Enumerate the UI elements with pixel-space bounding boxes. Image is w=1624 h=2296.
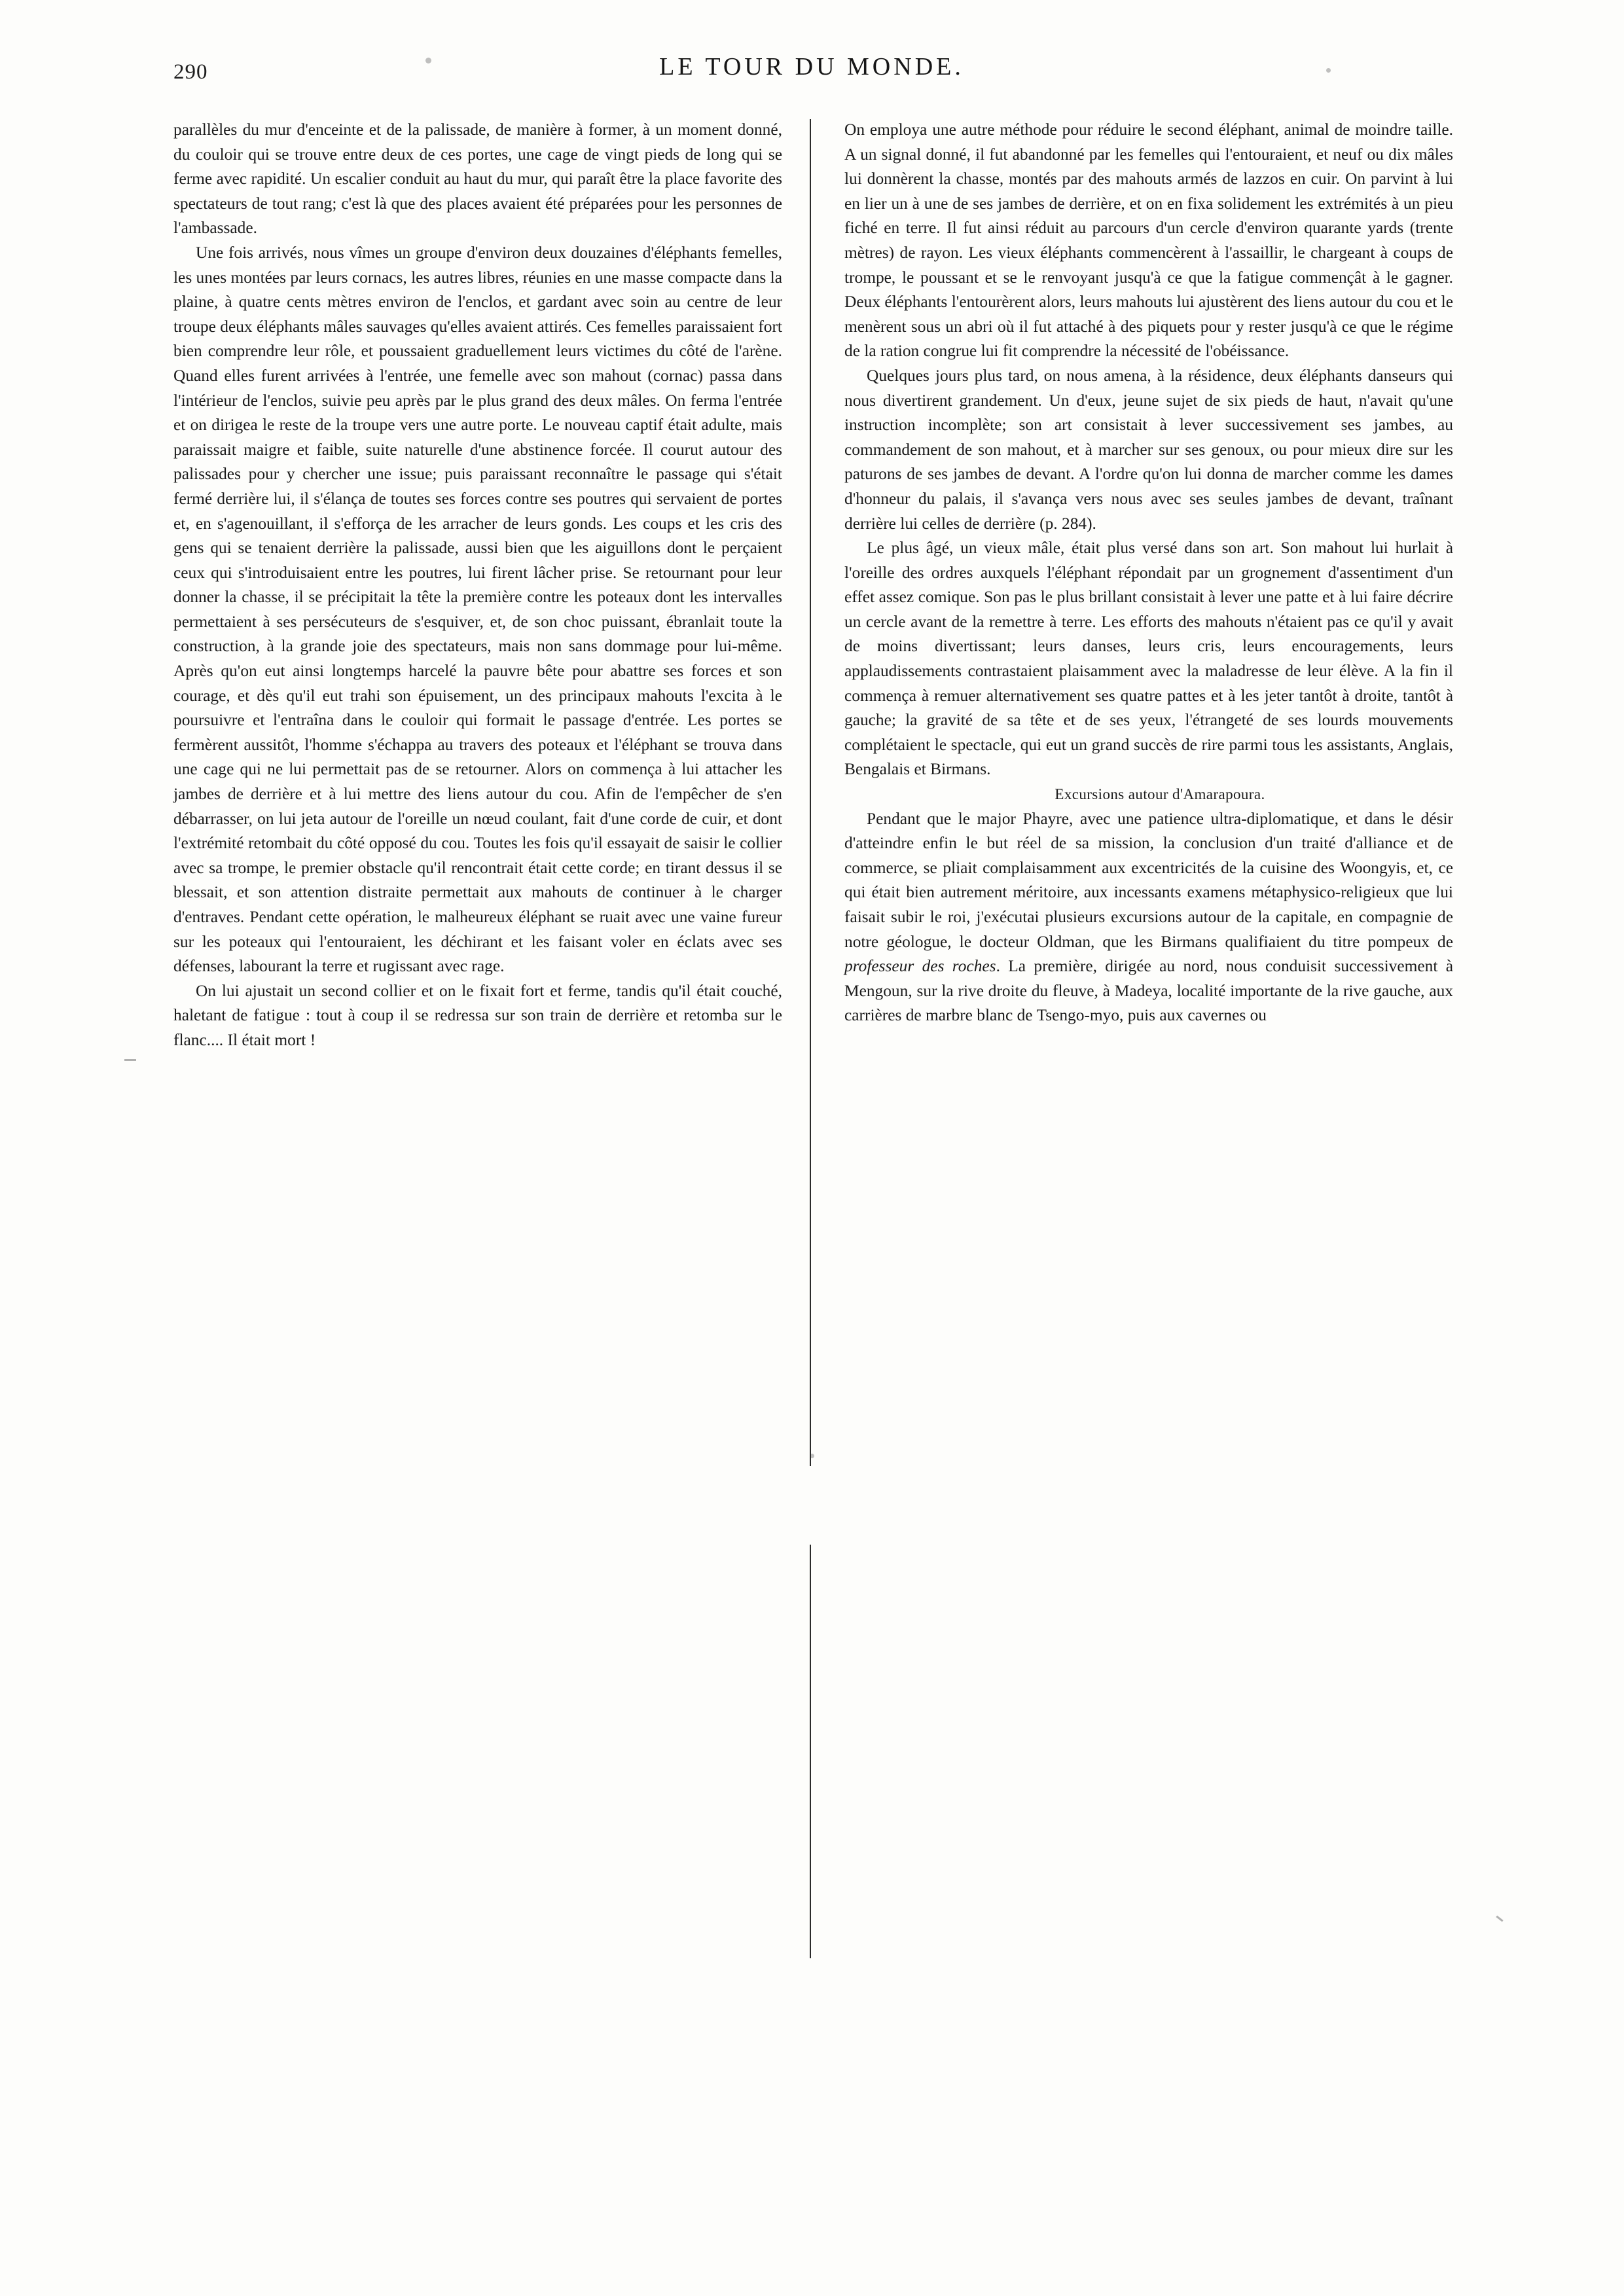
- scan-tick: [124, 1059, 136, 1061]
- paragraph: Une fois arrivés, nous vîmes un groupe d'environ deux douzaines d'éléphants femelles, les unes montées par leurs cornacs, les autres libres, réunies en une masse compacte dans la plaine, à quatre cents mètres environ de l'enclos, et gardant avec soin au centre de leur troupe deux éléphants mâles sauvages qu'elles avaient attirés. Ces femelles paraissaient fort bien comprendre leur rôle, et poussaient graduellement leurs victimes du côté de l'arène. Quand elles furent arrivées à l'entrée, une femelle avec son mahout (cornac) passa dans l'intérieur de l'enclos, suivie peu après par le plus grand des deux mâles. On ferma l'entrée et on dirigea le reste de la troupe vers une autre porte. Le nouveau captif était adulte, mais paraissait maigre et faible, suite naturelle d'une abstinence forcée. Il courut autour des palissades pour y chercher une issue; puis paraissant reconnaître le passage qui s'était fermé derrière lui, il s'élança de toutes ses forces contre ses poutres qui servaient de portes et, en s'agenouillant, il s'efforça de les arracher de leurs gonds. Les coups et les cris des gens qui se tenaient derrière la palissade, aussi bien que les aiguillons dont le perçaient ceux qui s'introduisaient entre les poutres, lui firent lâcher prise. Se retournant pour leur donner la chasse, il se précipitait la tête la première contre les poteaux dont les intervalles permettaient à ses persécuteurs de s'esquiver, et, de son choc puissant, ébranlait toute la construction, à la grande joie des spectateurs, mais non sans dommage pour lui-même. Après qu'on eut ainsi longtemps harcelé la pauvre bête pour abattre ses forces et son courage, et dès qu'il eut trahi son épuisement, un des principaux mahouts l'excita à le poursuivre et l'entraîna dans le couloir qui formait le passage d'entrée. Les portes se fermèrent aussitôt, l'homme s'échappa au travers des poteaux et l'éléphant se trouva dans une cage qui ne lui permettait pas de se retourner. Alors on commença à lui attacher les jambes de derrière et à lui mettre des liens autour du cou. Afin de l'empêcher de s'en débarrasser, on lui jeta autour de l'oreille un nœud coulant, fait d'une corde de cuir, et dont l'extrémité retombait du côté opposé du cou. Toutes les fois qu'il essayait de saisir le collier avec sa trompe, le premier obstacle qu'il rencontrait était cette corde; en tirant dessus il se blessait, et son attention distraite permettait aux mahouts de continuer à le charger d'entraves. Pendant cette opération, le malheureux éléphant se ruait avec une vaine fureur sur les poteaux qui l'entouraient, les déchirant et les faisant voler en éclats avec ses défenses, labourant la terre et rugissant avec rage.: [173, 243, 782, 976]
- paragraph: [844, 807, 1453, 1028]
- page-header: [173, 52, 1450, 92]
- body-columns: [173, 118, 1453, 1970]
- paragraph-text-part-1: Pendant que le major Phayre, avec une patience ultra-diplomatique, et dans le désir d'atteindre enfin le but réel de sa mission, la conclusion d'un traité d'alliance et de commerce, se pliait complaisamment aux excentricités de la cuisine des Woongyis, et, ce qui était bien autrement méritoire, aux incessants examens métaphysico-religieux que lui faisait subir le roi, j'exécutai plusieurs excursions autour de la capitale, en compagnie de notre géologue, le docteur Oldman, que les Birmans qualifiaient du titre pompeux de: [844, 809, 1453, 951]
- right-text-column: [844, 118, 1453, 1028]
- left-text-column: [173, 118, 782, 1053]
- section-subheading: Excursions autour d'Amarapoura.: [1055, 786, 1265, 803]
- paragraph-text-part-2: . La première, dirigée au nord, nous conduisit successivement à Mengoun, sur la rive droite du fleuve, à Madeya, localité importante de la rive gauche, aux carrières de marbre blanc de Tsengo-myo, puis aux cavernes ou: [844, 957, 1453, 1025]
- italic-phrase: professeur des roches: [844, 957, 996, 976]
- paragraph: Le plus âgé, un vieux mâle, était plus versé dans son art. Son mahout lui hurlait à l'oreille des ordres auxquels l'éléphant répondait par un grognement d'assentiment d'un effet assez comique. Son pas le plus brillant consistait à lever une patte et à lui faire décrire un cercle avant de la remettre à terre. Les efforts des mahouts n'étaient pas ce qu'il y avait de moins divertissant; leurs danses, leurs cris, leurs encouragements, leurs applaudissements contrastaient plaisamment avec la maladresse de leur élève. A la fin il commença à remuer alternativement ses quatre pattes et à les jeter tantôt à droite, tantôt à gauche; la gravité de sa tête et de ses yeux, l'étrangeté de ses lourds mouvements complétaient le spectacle, qui eut un grand succès de rire parmi tous les assistants, Anglais, Bengalais et Birmans.: [844, 539, 1453, 779]
- paragraph: On lui ajustait un second collier et on le fixait fort et ferme, tandis qu'il était couché, haletant de fatigue : tout à coup il se redressa sur son train de derrière et retomba sur le flanc.... Il était mort !: [173, 981, 782, 1049]
- paragraph: On employa une autre méthode pour réduire le second éléphant, animal de moindre taille. A un signal donné, il fut abandonné par les femelles qui l'entouraient, et neuf ou dix mâles lui donnèrent la chasse, montés par des mahouts armés de lazzos en cuir. On parvint à lui en lier un à une de ses jambes de derrière, et on en fixa solidement les extrémités à un pieu fiché en terre. Il fut ainsi réduit au parcours d'un cercle d'environ quarante yards (trente mètres) de rayon. Les vieux éléphants commencèrent à l'assaillir, le chargeant à coups de trompe, le poussant et se le renvoyant jusqu'à ce que la fatigue commençât à le gagner. Deux éléphants l'entourèrent alors, leurs mahouts lui ajustèrent des liens autour du cou et le menèrent sous un abri où il fut attaché à des piquets pour y rester jusqu'à ce que le régime de la ration congrue lui fit comprendre la nécessité de l'obéissance.: [844, 120, 1453, 361]
- paragraph: Quelques jours plus tard, on nous amena, à la résidence, deux éléphants danseurs qui nous divertirent grandement. Un d'eux, jeune sujet de six pieds de haut, n'avait qu'une instruction incomplète; son art consistait à lever successivement ses jambes, au commandement de son mahout, et à marcher sur ses genoux, ou pour mieux dire sur les paturons de ses jambes de devant. A l'ordre qu'on lui donna de marcher comme les dames d'honneur du palais, il s'avança vers nous avec ses seules jambes de devant, traînant derrière lui celles de derrière (p. 284).: [844, 366, 1453, 533]
- paragraph: parallèles du mur d'enceinte et de la palissade, de manière à former, à un moment donné, du couloir qui se trouve entre deux de ces portes, une cage de vingt pieds de long qui se ferme avec rapidité. Un escalier conduit au haut du mur, qui paraît être la place favorite des spectateurs de tout rang; c'est là que des places avaient été préparées pour les personnes de l'ambassade.: [173, 120, 782, 238]
- running-title: LE TOUR DU MONDE.: [659, 53, 964, 81]
- page-number: 290: [173, 60, 208, 84]
